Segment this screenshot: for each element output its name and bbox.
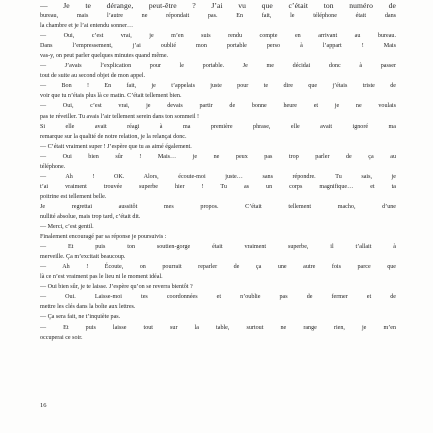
text-line: remarque sur la qualité de notre relation, je la relançai donc. [40,133,187,140]
text-line: occuperai ce soir. [40,334,83,341]
text-line: — Ça sera fait, ne t’inquiète pas. [40,314,121,321]
text-line: là ce n’est vraiment pas le lieu ni le moment idéal. [40,274,163,281]
text-line: bureau, mais l’autre ne répondait pas. En fait, le téléphone était dans [40,13,396,20]
text-line: Je regrettai aussitôt mes propos. C’était tellement macho, d’une [40,203,396,210]
text-line: — Oui bien sûr, je te laisse. J’espère qu’on se reverra bientôt ? [40,284,193,291]
text-line: tout de suite au second objet de mon appel. [40,73,146,80]
text-line: Dans l’empressement, j’ai oublié mon portable perso à l’appart ! Mais [40,43,396,50]
body-text [40,1,396,343]
text-line: — Oui, c’est vrai, je devais partir de bonne heure et je ne voulais [40,103,396,110]
text-line: Finalement encouragé par sa réponse je poursuivis : [40,234,167,241]
text-line: poitrine est tellement belle. [40,193,107,200]
text-line: téléphone. [40,163,66,170]
text-line: nullité absolue, mais trop tard, c’était dit. [40,213,141,220]
text-line: t’ai vraiment trouvée superbe hier ! Tu as un corps magnifique… et ta [40,183,396,190]
text-line: — Merci, c’est gentil. [40,224,94,231]
text-line: — Oui bien sûr ! Mais… je ne peux pas trop parler de ça au [40,153,396,160]
text-line: Si elle avait réagi à ma première phrase, elle avait ignoré ma [40,123,396,130]
text-line: — J’avais l’explication pour le portable. Je me décidai donc à passer [40,63,396,70]
text-line: vas-y, on peut parler quelques minutes quand même. [40,53,169,60]
text-line: voir que tu n’étais plus là ce matin. C’était tellement bien. [40,93,182,100]
page-number: 16 [40,402,47,409]
text-line: — Bon ! En fait, je t’appelais juste pour te dire que j’étais triste de [40,83,396,90]
text-line: pas te réveiller. Tu avais l’air tellement serein dans ton sommeil ! [40,113,200,120]
text-line: mettre les clés dans la boîte aux lettres. [40,304,136,311]
text-line: — Ah ! OK. Alors, écoute-moi juste… sans répondre. Tu sais, je [40,173,396,180]
text-line: merveille. Ça m’excitait beaucoup. [40,254,126,261]
text-line: — Et puis ton soutien-gorge était vraiment superbe, il t’allait à [40,244,396,251]
text-line: — Je te dérange, peut-être ? J’ai vu que c’était ton numéro de [40,1,396,10]
text-line: — Ah ! Écoute, on pourrait reparler de ça une autre fois parce que [40,264,396,271]
text-line: la chambre et je l’ai entendu sonner… [40,23,134,30]
text-line: — Oui, c’est vrai, je m’en suis rendu compte en arrivant au bureau. [40,33,396,40]
text-line: — C’était vraiment super ! J’espère que tu as aimé également. [40,143,192,150]
text-line: — Et puis laisse tout sur la table, surtout ne range rien, je m’en [40,324,396,331]
text-line: — Oui. Laisse-moi tes coordonnées et n’oublie pas de fermer et de [40,294,396,301]
